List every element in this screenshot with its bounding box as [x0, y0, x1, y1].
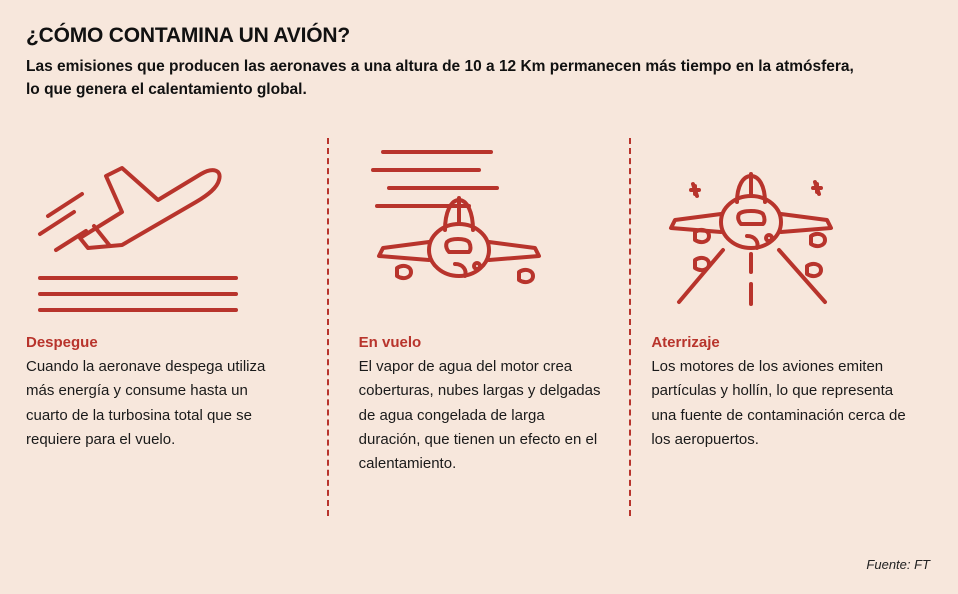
column-en-vuelo — [329, 138, 630, 528]
column-aterrizaje — [631, 138, 932, 528]
column-body: El vapor de agua del motor crea coberturas, nubes largas y delgadas de agua congelada de larga duración, que tienen un efecto en el calentamiento. — [358, 358, 601, 473]
airplane-takeoff-icon — [26, 138, 301, 334]
column-heading: Despegue — [26, 334, 98, 351]
column-body: Los motores de los aviones emiten partículas y hollín, lo que representa una fuente de contaminación cerca de los aeropuertos. — [651, 358, 906, 448]
columns-container — [26, 138, 932, 528]
column-heading: Aterrizaje — [651, 334, 720, 351]
column-body: Cuando la aeronave despega utiliza más energía y consume hasta un cuarto de la turbosina total que se requiere para el vuelo. — [26, 358, 266, 448]
source-credit: Fuente: FT — [866, 557, 930, 572]
column-heading: En vuelo — [358, 334, 422, 351]
page-subtitle: Las emisiones que producen las aeronaves a una altura de 10 a 12 Km permanecen más tiempo en la atmósfera, lo que genera el calentamiento global. — [26, 58, 854, 98]
airplane-in-flight-contrails-icon — [329, 138, 604, 334]
header — [26, 24, 906, 101]
page-title: ¿CÓMO CONTAMINA UN AVIÓN? — [26, 24, 350, 47]
airplane-landing-icon — [631, 138, 906, 334]
column-despegue — [26, 138, 327, 528]
